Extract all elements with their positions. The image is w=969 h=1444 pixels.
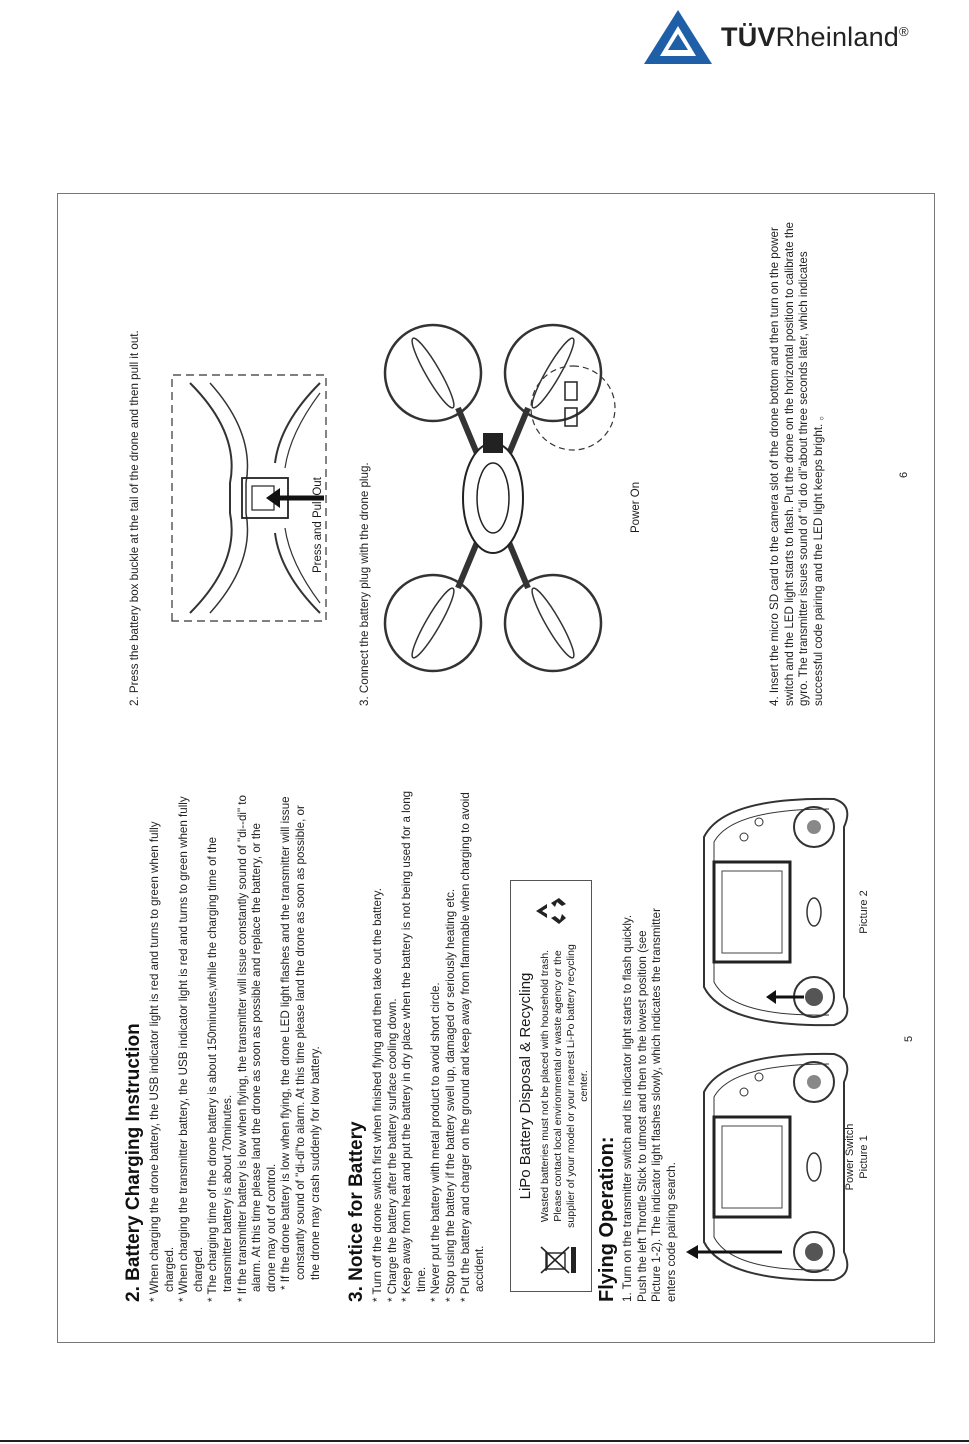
recycle-icon [533,893,569,929]
battery-box-diagram [170,373,328,623]
list-item: * When charging the transmitter battery, the USB indicator light is red and turns to green when fully charged. [177,796,205,1302]
press-pull-label: Press and Pull Out [312,477,324,573]
crossed-bin-icon [537,1243,577,1277]
notice-section [346,782,488,1302]
list-item: * When charging the drone battery, the USB indicator light is red and turns to green when fully charged. [148,821,176,1302]
list-item: * If the drone battery is low when flying, the drone LED light flashes and the transmitter will issue constantly sound of "di-di"to alarm. At this time please land the drone as soon as possible, or the drone may crash suddenly for low battery. [279,796,322,1290]
page-5 [58,768,934,1342]
power-on-label: Power On [630,481,642,533]
notice-title: 3. Notice for Battery [346,1121,367,1302]
bottom-rule [0,1440,969,1442]
list-item: * Turn off the drone switch first when finished flying and then take out the battery. [371,888,384,1302]
battery-charging-title: 2. Battery Charging Instruction [123,1023,144,1302]
disposal-title: LiPo Battery Disposal & Recycling [517,972,534,1200]
step-2-text: 2. Press the battery box buckle at the tail of the drone and then pull it out. [128,330,141,706]
flying-text: 1. Turn on the transmitter switch and its indicator light starts to flash quickly. Push the left Throttle Stick to utmost and then to the lowest position (see Picture 1-2). The indicator light flashes slowly, which indicates the transmitter enters code pairing search. [621,908,678,1302]
flying-section [596,782,679,1302]
power-switch-caption: Power Switch [844,1123,856,1191]
disposal-box [510,880,592,1292]
list-item: * The charging time of the drone battery is about 150minutes,while the charging time of the transmitter battery is about 70minutes. [206,836,234,1302]
picture-1-caption: Picture 1 [858,1135,870,1179]
list-item: * Never put the battery with metal product to avoid short circle. [429,982,443,1302]
drone-diagram [373,318,643,678]
list-item: * Charge the battery after the battery surface cooling down. [385,998,399,1302]
step-3-text: 3. Connect the battery plug with the drone plug. [358,462,371,706]
transmitter-picture-2 [684,787,864,1037]
list-item: * If the transmitter battery is low when flying, the transmitter will issue constantly sound of "di--di" to alarm. At this time please land the drone as soon as possible and replace the battery, or the drone may out of control. [235,795,278,1302]
manual-spread [58,194,934,1342]
step-4-text: 4. Insert the micro SD card to the camera slot of the drone bottom and then turn on the power switch and the LED light starts to flash. Put the drone on the horizontal position to calibrate the gyro. The transmitter issues sound of "di do di"about three seconds later, which indicates successful code pairing and the LED light keeps bright. 。 [768,222,825,706]
brand-name: TÜVRheinland® [721,22,909,52]
flying-title: Flying Operation: [596,1136,618,1302]
disposal-text: Wasted batteries must not be placed with household trash. Please contact local environmental or waste agency or the supplier of your model or your nearest Li-Po battery recycling center. [539,944,590,1228]
page-number-6: 6 [898,471,910,478]
list-item: * Keep away from heat and put the battery in dry place when the battery is not being used for a long time. [400,790,428,1302]
list-item: * Stop using the battery if the battery swell up, damaged or seriously heating etc. [443,888,457,1302]
list-item: * Put the battery and charger on the ground and keep away from flammable when charging to avoid accident. [458,792,487,1302]
page-6 [58,194,934,768]
battery-charging-section [123,792,323,1302]
picture-2-caption: Picture 2 [858,890,870,934]
notice-list [371,782,488,1302]
page-number-5: 5 [903,1035,915,1042]
transmitter-picture-1 [684,1042,864,1292]
battery-charging-list [148,792,323,1302]
